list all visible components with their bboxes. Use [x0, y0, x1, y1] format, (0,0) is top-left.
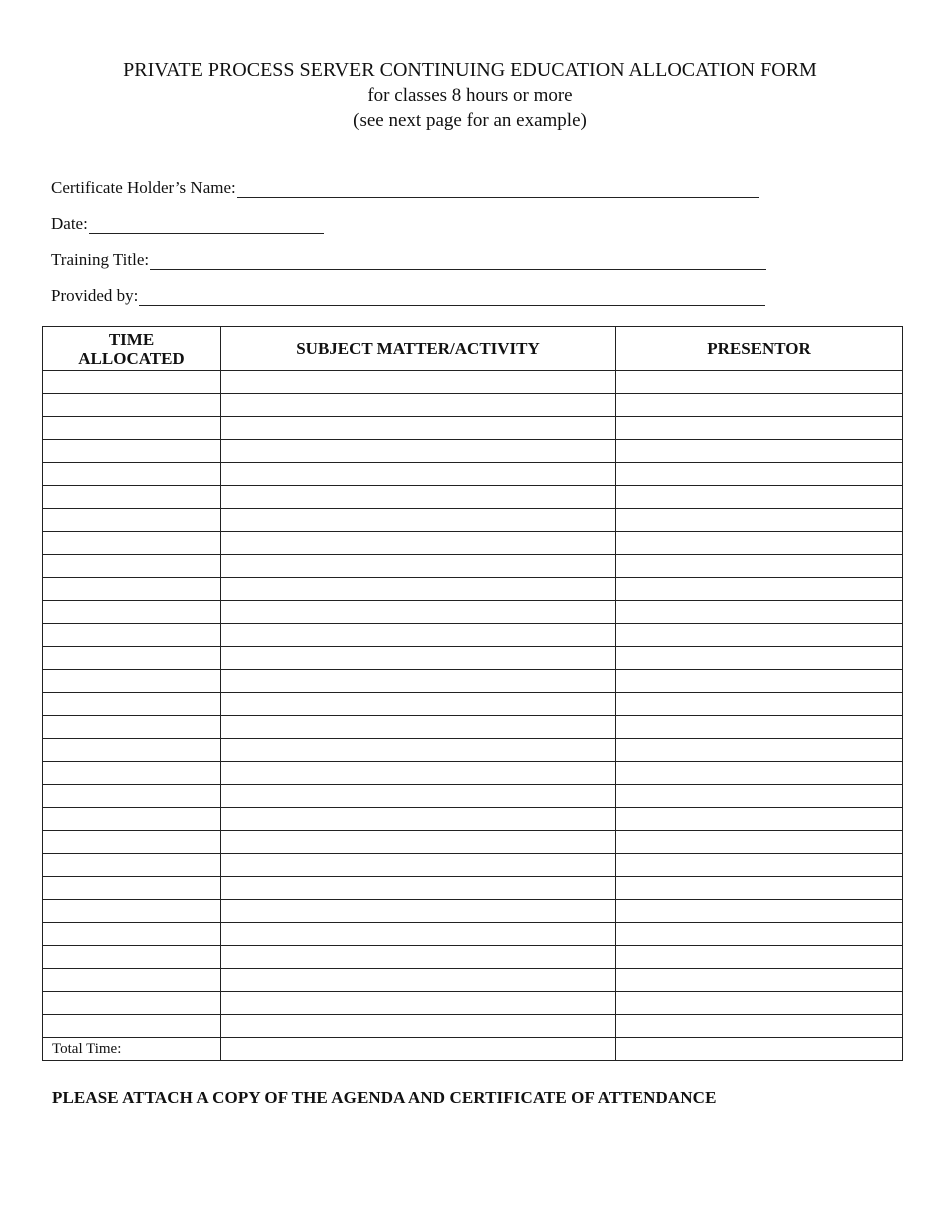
- subject-matter-cell[interactable]: [221, 762, 616, 785]
- presentor-cell[interactable]: [616, 923, 903, 946]
- table-row: [43, 900, 903, 923]
- provided-by-field: [51, 284, 765, 306]
- table-row: [43, 831, 903, 854]
- presentor-cell[interactable]: [616, 831, 903, 854]
- time-allocated-cell[interactable]: [43, 739, 221, 762]
- time-allocated-cell[interactable]: [43, 417, 221, 440]
- time-allocated-cell[interactable]: [43, 877, 221, 900]
- time-allocated-cell[interactable]: [43, 946, 221, 969]
- total-subject-cell[interactable]: [221, 1038, 616, 1061]
- subject-matter-cell[interactable]: [221, 992, 616, 1015]
- form-subtitle: for classes 8 hours or more: [367, 85, 573, 106]
- time-allocated-cell[interactable]: [43, 762, 221, 785]
- presentor-cell[interactable]: [616, 578, 903, 601]
- allocation-table: [42, 326, 903, 1061]
- subject-matter-cell[interactable]: [221, 509, 616, 532]
- subject-matter-cell[interactable]: [221, 923, 616, 946]
- form-header: [0, 58, 940, 133]
- time-allocated-cell[interactable]: [43, 647, 221, 670]
- time-allocated-cell[interactable]: [43, 670, 221, 693]
- time-allocated-cell[interactable]: [43, 716, 221, 739]
- presentor-cell[interactable]: [616, 877, 903, 900]
- time-header-line2: ALLOCATED: [78, 348, 185, 368]
- table-row: [43, 601, 903, 624]
- table-row: [43, 394, 903, 417]
- presentor-cell[interactable]: [616, 417, 903, 440]
- presentor-cell[interactable]: [616, 440, 903, 463]
- table-row: [43, 371, 903, 394]
- training-title-field: [51, 248, 766, 270]
- date-input-line[interactable]: [89, 216, 324, 234]
- holder-name-label: Certificate Holder’s Name:: [51, 178, 236, 197]
- training-title-label: Training Title:: [51, 250, 150, 269]
- time-allocated-cell[interactable]: [43, 624, 221, 647]
- presentor-cell[interactable]: [616, 555, 903, 578]
- table-row: [43, 739, 903, 762]
- time-allocated-cell[interactable]: [43, 371, 221, 394]
- subject-matter-cell[interactable]: [221, 1015, 616, 1038]
- presentor-cell[interactable]: [616, 739, 903, 762]
- holder-name-input-line[interactable]: [237, 180, 759, 198]
- attach-instruction: PLEASE ATTACH A COPY OF THE AGENDA AND CERTIFICATE OF ATTENDANCE: [52, 1088, 717, 1107]
- presentor-cell[interactable]: [616, 394, 903, 417]
- subject-matter-cell[interactable]: [221, 946, 616, 969]
- table-row: [43, 578, 903, 601]
- time-allocated-cell[interactable]: [43, 923, 221, 946]
- presentor-cell[interactable]: [616, 647, 903, 670]
- table-row: [43, 463, 903, 486]
- subject-matter-cell[interactable]: [221, 969, 616, 992]
- time-allocated-cell[interactable]: [43, 463, 221, 486]
- presentor-cell[interactable]: [616, 946, 903, 969]
- presentor-cell[interactable]: [616, 601, 903, 624]
- table-row: [43, 854, 903, 877]
- subject-matter-cell[interactable]: [221, 670, 616, 693]
- training-title-input-line[interactable]: [150, 252, 766, 270]
- presentor-cell[interactable]: [616, 1015, 903, 1038]
- time-allocated-cell[interactable]: [43, 578, 221, 601]
- presentor-cell[interactable]: [616, 371, 903, 394]
- subject-matter-cell[interactable]: [221, 486, 616, 509]
- presentor-cell[interactable]: [616, 670, 903, 693]
- table-row: [43, 946, 903, 969]
- subject-matter-cell[interactable]: [221, 371, 616, 394]
- table-row: [43, 992, 903, 1015]
- presentor-cell[interactable]: [616, 785, 903, 808]
- table-row: [43, 670, 903, 693]
- table-row: [43, 624, 903, 647]
- form-note: (see next page for an example): [353, 110, 587, 131]
- presentor-cell[interactable]: [616, 992, 903, 1015]
- presentor-cell[interactable]: [616, 900, 903, 923]
- presentor-cell[interactable]: [616, 486, 903, 509]
- presentor-cell[interactable]: [616, 969, 903, 992]
- presentor-cell[interactable]: [616, 693, 903, 716]
- table-row: [43, 923, 903, 946]
- time-allocated-cell[interactable]: [43, 509, 221, 532]
- table-row: [43, 762, 903, 785]
- subject-matter-cell[interactable]: [221, 532, 616, 555]
- subject-matter-cell[interactable]: [221, 900, 616, 923]
- subject-matter-cell[interactable]: [221, 716, 616, 739]
- subject-matter-cell[interactable]: [221, 417, 616, 440]
- table-row: [43, 440, 903, 463]
- subject-matter-cell[interactable]: [221, 808, 616, 831]
- total-presentor-cell[interactable]: [616, 1038, 903, 1061]
- subject-matter-cell[interactable]: [221, 624, 616, 647]
- table-row: [43, 877, 903, 900]
- table-row: [43, 647, 903, 670]
- subject-matter-cell[interactable]: [221, 601, 616, 624]
- subject-matter-cell[interactable]: [221, 693, 616, 716]
- presentor-cell[interactable]: [616, 463, 903, 486]
- form-title: PRIVATE PROCESS SERVER CONTINUING EDUCATION ALLOCATION FORM: [123, 59, 817, 81]
- time-allocated-cell[interactable]: [43, 394, 221, 417]
- provided-by-label: Provided by:: [51, 286, 139, 305]
- subject-matter-cell[interactable]: [221, 463, 616, 486]
- subject-matter-cell[interactable]: [221, 854, 616, 877]
- presentor-cell[interactable]: [616, 854, 903, 877]
- table-row: [43, 532, 903, 555]
- time-allocated-cell[interactable]: [43, 555, 221, 578]
- table-row: [43, 555, 903, 578]
- subject-matter-cell[interactable]: [221, 440, 616, 463]
- presentor-cell[interactable]: [616, 532, 903, 555]
- total-row: [43, 1038, 903, 1061]
- subject-matter-cell[interactable]: [221, 785, 616, 808]
- table-header-row: [43, 327, 903, 371]
- subject-matter-cell[interactable]: [221, 578, 616, 601]
- provided-by-input-line[interactable]: [139, 288, 765, 306]
- presentor-cell[interactable]: [616, 762, 903, 785]
- subject-matter-cell[interactable]: [221, 739, 616, 762]
- subject-matter-cell[interactable]: [221, 831, 616, 854]
- table-row: [43, 969, 903, 992]
- presentor-cell[interactable]: [616, 716, 903, 739]
- time-allocated-cell[interactable]: [43, 900, 221, 923]
- time-allocated-cell[interactable]: [43, 808, 221, 831]
- table-row: [43, 417, 903, 440]
- table-row: [43, 785, 903, 808]
- table-row: [43, 716, 903, 739]
- time-allocated-cell[interactable]: [43, 440, 221, 463]
- time-allocated-cell[interactable]: [43, 785, 221, 808]
- total-time-label: Total Time:: [43, 1038, 221, 1061]
- date-field: [51, 212, 324, 234]
- time-allocated-cell[interactable]: [43, 601, 221, 624]
- table-row: [43, 1015, 903, 1038]
- presentor-cell[interactable]: [616, 509, 903, 532]
- presentor-header: PRESENTOR: [616, 327, 903, 371]
- time-allocated-cell[interactable]: [43, 1015, 221, 1038]
- time-allocated-cell[interactable]: [43, 486, 221, 509]
- time-allocated-cell[interactable]: [43, 831, 221, 854]
- time-allocated-cell[interactable]: [43, 992, 221, 1015]
- table-row: [43, 486, 903, 509]
- time-header-line1: TIME: [108, 329, 155, 349]
- date-label: Date:: [51, 214, 88, 233]
- time-allocated-cell[interactable]: [43, 693, 221, 716]
- time-allocated-cell[interactable]: [43, 532, 221, 555]
- holder-name-field: [51, 176, 759, 198]
- time-allocated-cell[interactable]: [43, 854, 221, 877]
- presentor-cell[interactable]: [616, 624, 903, 647]
- table-row: [43, 808, 903, 831]
- time-allocated-header: [43, 327, 221, 371]
- table-row: [43, 509, 903, 532]
- time-allocated-cell[interactable]: [43, 969, 221, 992]
- subject-matter-header: SUBJECT MATTER/ACTIVITY: [221, 327, 616, 371]
- subject-matter-cell[interactable]: [221, 555, 616, 578]
- subject-matter-cell[interactable]: [221, 394, 616, 417]
- table-row: [43, 693, 903, 716]
- table-body: [43, 371, 903, 1038]
- presentor-cell[interactable]: [616, 808, 903, 831]
- subject-matter-cell[interactable]: [221, 647, 616, 670]
- subject-matter-cell[interactable]: [221, 877, 616, 900]
